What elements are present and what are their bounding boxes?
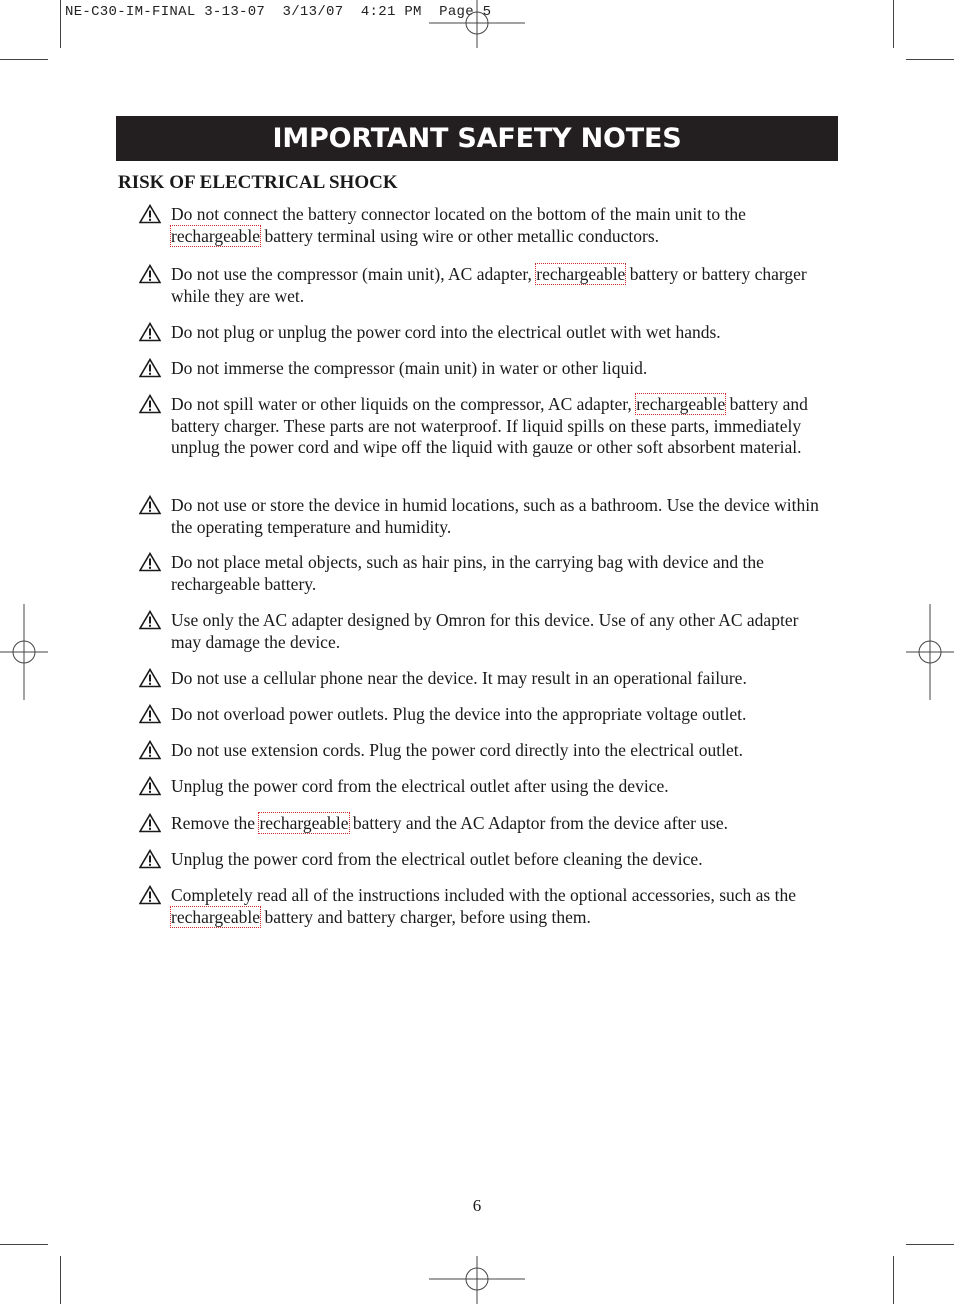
crop-mark [60,1256,61,1304]
safety-note-item [139,204,829,247]
safety-note-item [139,849,829,871]
safety-note-text: Do not place metal objects, such as hair pins, in the carrying bag with device and the rechargeable battery. [171,552,764,594]
warning-triangle-icon [139,552,161,572]
crop-mark [893,0,894,48]
safety-note-item [139,322,829,344]
safety-note-item [139,704,829,726]
warning-triangle-icon [139,610,161,630]
safety-note-text: Do not use a cellular phone near the device. It may result in an operational failure. [171,668,747,688]
safety-note-item [139,813,829,835]
safety-note-item [139,776,829,798]
safety-note-text: Do not immerse the compressor (main unit) in water or other liquid. [171,358,648,378]
safety-note-text: Do not use extension cords. Plug the power cord directly into the electrical outlet. [171,740,743,760]
safety-note-item [139,552,829,595]
warning-triangle-icon [139,776,161,796]
spellcheck-highlight: rechargeable [171,906,261,927]
registration-mark-icon [429,0,525,48]
spellcheck-highlight: rechargeable [259,813,349,833]
safety-note-text: Do not use or store the device in humid locations, such as a bathroom. Use the device within the operating temperature and humidity. [171,495,819,537]
warning-triangle-icon [139,204,161,224]
warning-triangle-icon [139,394,161,414]
safety-note-text: Do not connect the battery connector located on the bottom of the main unit to the rechargeable battery terminal using wire or other metallic conductors. [171,204,746,246]
page-number: 6 [472,1196,482,1215]
safety-note-text: Unplug the power cord from the electrical outlet after using the device. [171,776,669,796]
warning-triangle-icon [139,740,161,760]
warning-triangle-icon [139,813,161,833]
warning-triangle-icon [139,358,161,378]
safety-note-item [139,885,829,928]
safety-note-item [139,610,829,653]
page-title: IMPORTANT SAFETY NOTES [272,123,682,154]
warning-triangle-icon [139,264,161,284]
registration-mark-icon [429,1256,525,1304]
warning-triangle-icon [139,885,161,905]
safety-note-item [139,264,829,307]
safety-note-text: Remove the rechargeable battery and the AC Adaptor from the device after use. [171,813,729,833]
warning-triangle-icon [139,668,161,688]
safety-note-item [139,394,829,459]
spellcheck-highlight: rechargeable [636,394,726,414]
crop-mark [906,1244,954,1245]
safety-note-text: Use only the AC adapter designed by Omron for this device. Use of any other AC adapter may damage the device. [171,610,799,652]
safety-note-text: Completely read all of the instructions included with the optional accessories, such as the rechargeable battery and battery charger, before using them. [171,885,796,927]
warning-triangle-icon [139,495,161,515]
safety-note-text: Do not overload power outlets. Plug the device into the appropriate voltage outlet. [171,704,747,724]
print-slug: NE-C30-IM-FINAL 3-13-07 3/13/07 4:21 PM Page 5 [65,4,492,20]
section-heading: RISK OF ELECTRICAL SHOCK [118,172,398,193]
safety-note-text: Do not spill water or other liquids on the compressor, AC adapter, rechargeable battery and battery charger. These parts are not waterproof. If liquid spills on these parts, immediately unplug the power cord and wipe off the liquid with gauze or other soft absorbent material. [171,394,808,457]
spellcheck-highlight: rechargeable [536,264,626,284]
safety-note-text: Do not use the compressor (main unit), AC adapter, rechargeable battery or battery charger while they are wet. [171,264,807,306]
registration-mark-icon [0,604,48,700]
page-title-banner [116,116,838,161]
safety-note-text: Do not plug or unplug the power cord into the electrical outlet with wet hands. [171,322,721,342]
safety-note-item [139,495,829,538]
crop-mark [60,0,61,48]
crop-mark [0,1244,48,1245]
warning-triangle-icon [139,704,161,724]
safety-note-item [139,740,829,762]
safety-note-text: Unplug the power cord from the electrical outlet before cleaning the device. [171,849,703,869]
registration-mark-icon [906,604,954,700]
crop-mark [893,1256,894,1304]
warning-triangle-icon [139,849,161,869]
safety-note-item [139,668,829,690]
crop-mark [906,59,954,60]
crop-mark [0,59,48,60]
spellcheck-highlight: rechargeable [171,225,261,246]
warning-triangle-icon [139,322,161,342]
safety-note-item [139,358,829,380]
